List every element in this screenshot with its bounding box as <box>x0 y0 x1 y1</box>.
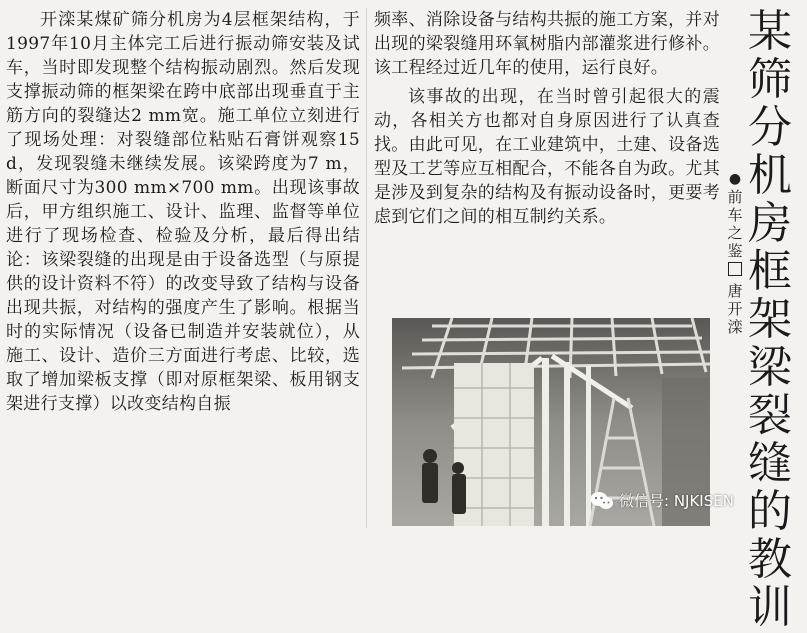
byline-author: 唐开滦 <box>727 282 743 336</box>
square-separator-icon <box>728 262 742 276</box>
byline <box>726 170 744 370</box>
bullet-icon: ● <box>728 171 742 187</box>
byline-series: 前车之鉴 <box>727 188 743 260</box>
watermark-text: 微信号: NJKISEN <box>619 492 734 510</box>
article-column-left <box>6 8 360 421</box>
article-paragraph: 开滦某煤矿筛分机房为4层框架结构，于1997年10月主体完工后进行振动筛安装及试车，当时即发现整个结构振动剧烈。然后发现支撑振动筛的框架梁在跨中底部出现垂直于主筋方向的裂缝达2 mm宽。施工单位立刻进行了现场处理：对裂缝部位粘贴石膏饼观察15 d，发现裂缝未继续发展。该梁跨度为7 m，断面尺寸为300 mm×700 mm。出现该事故后，甲方组织施工、设计、监理、监督等单位进行了现场检查、检验及分析，最后得出结论：该梁裂缝的出现是由于设备选型（与原提供的设计资料不符）的改变导致了结构与设备出现共振，对结构的强度产生了影响。根据当时的实际情况（设备已制造并安装就位），从施工、设计、造价三方面进行考虑、比较，选取了增加梁板支撑（即对原框架梁、板用钢支架进行支撑）以改变结构自振 <box>6 10 360 414</box>
article-paragraph-continued: 频率、消除设备与结构共振的施工方案，并对出现的梁裂缝用环氧树脂内部灌浆进行修补。该工程经过近几年的使用，运行良好。 <box>374 10 720 78</box>
wechat-watermark <box>590 490 734 511</box>
column-divider <box>366 8 367 528</box>
wechat-icon <box>590 491 614 511</box>
headline: 某筛分机房框架梁裂缝的教训 <box>748 6 792 633</box>
article-column-middle <box>374 8 720 234</box>
article-paragraph: 该事故的出现，在当时曾引起很大的震动，各相关方也都对自身原因进行了认真查找。由此可见，在工业建筑中，土建、设备选型及工艺等应互相配合，不能各自为政。尤其是涉及到复杂的结构及有振动设备时，更要考虑到它们之间的相互制约关系。 <box>374 87 720 227</box>
